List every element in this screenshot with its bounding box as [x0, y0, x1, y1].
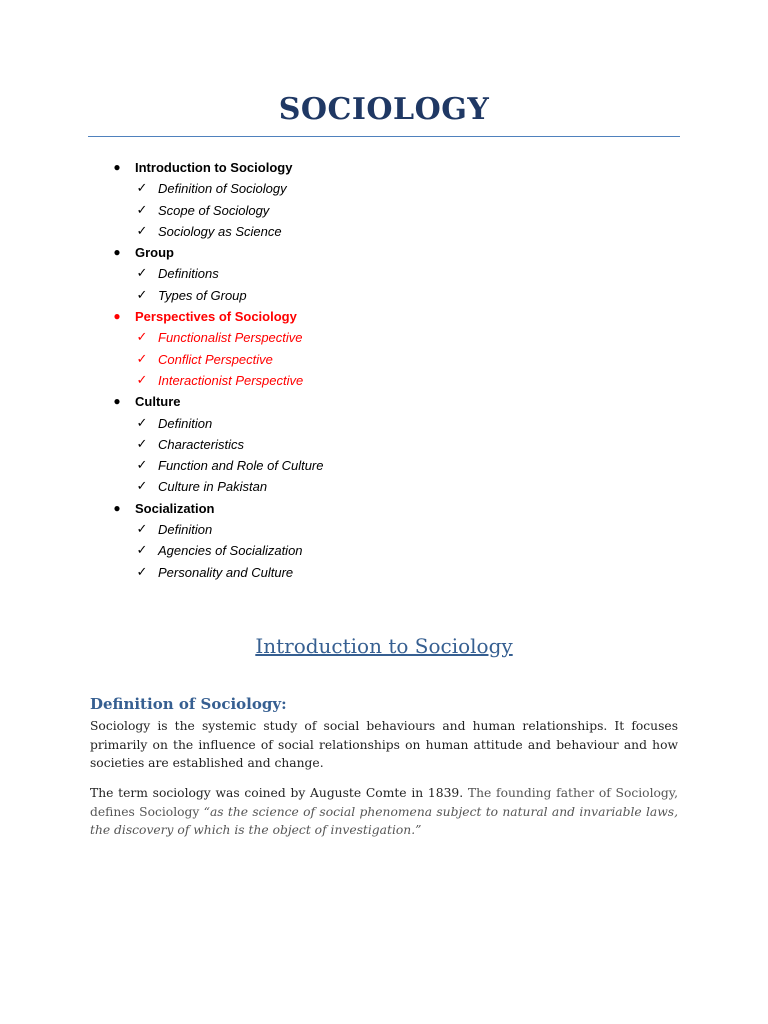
toc-subitem: [0, 413, 768, 434]
paragraph-definition: Sociology is the systemic study of social behaviours and human relationships. It focuses primarily on the influence of social relationships on human attitude and behaviour and how societies are established and change.: [90, 719, 678, 770]
page-title: SOCIOLOGY: [278, 92, 490, 127]
toc-subitem: [0, 200, 768, 221]
toc-subitem: [0, 370, 768, 391]
bullet-icon: ●: [113, 245, 121, 260]
bullet-icon: ●: [113, 160, 121, 174]
toc-subitem-label: Characteristics: [158, 436, 244, 452]
bullet-icon: ●: [113, 394, 121, 409]
toc-item-label: Introduction to Sociology: [135, 160, 293, 175]
table-of-contents: [0, 157, 768, 583]
check-icon: ✓: [136, 371, 148, 387]
toc-item: [0, 498, 768, 519]
toc-item-label: Culture: [135, 394, 181, 410]
check-icon: ✓: [136, 478, 148, 494]
check-icon: ✓: [136, 201, 148, 217]
check-icon: ✓: [136, 521, 148, 537]
toc-subitem-label: Definition of Sociology: [158, 181, 287, 197]
check-icon: ✓: [136, 350, 148, 366]
toc-subitem: [0, 263, 768, 284]
paragraph-comte-text: The term sociology was coined by Auguste Comte in 1839.: [90, 786, 468, 800]
toc-subitem-label: Agencies of Socialization: [158, 543, 303, 559]
toc-subitem: [0, 540, 768, 561]
paragraph-comte-founder: The founding father of Sociology, defines Sociology: [90, 786, 679, 819]
toc-subitem-label: Scope of Sociology: [158, 202, 270, 218]
toc-subitem-label: Functionalist Perspective: [158, 330, 303, 346]
toc-subitem: [0, 221, 768, 242]
toc-subitem: [0, 476, 768, 497]
section-heading: Introduction to Sociology: [255, 634, 513, 658]
toc-subitem-label: Conflict Perspective: [158, 351, 273, 367]
toc-subitem: [0, 455, 768, 476]
check-icon: ✓: [136, 265, 148, 281]
toc-subitem: [0, 562, 768, 583]
check-icon: ✓: [136, 542, 148, 558]
check-icon: ✓: [136, 435, 148, 451]
toc-subitem-label: Interactionist Perspective: [158, 372, 304, 388]
bullet-icon: ●: [113, 309, 121, 324]
check-icon: ✓: [136, 329, 148, 345]
toc-item: [0, 242, 768, 263]
comte-quote: “as the science of social phenomena subject to natural and invariable laws, the discovery of which is the object of investigation.”: [90, 804, 678, 837]
check-icon: ✓: [136, 286, 148, 302]
toc-subitem-label: Types of Group: [158, 287, 247, 303]
toc-subitem-label: Culture in Pakistan: [158, 479, 268, 495]
toc-item-label: Socialization: [135, 500, 215, 516]
paragraph-comte: [90, 784, 678, 840]
toc-item: [0, 157, 768, 178]
check-icon: ✓: [136, 414, 148, 430]
toc-item-label: Group: [135, 245, 174, 261]
bullet-icon: ●: [113, 500, 121, 515]
toc-item: [0, 306, 768, 327]
toc-subitem: [0, 285, 768, 306]
toc-subitem: [0, 519, 768, 540]
toc-subitem: [0, 434, 768, 455]
toc-subitem-label: Personality and Culture: [158, 564, 294, 580]
title-divider: [88, 136, 680, 137]
toc-subitem: [0, 327, 768, 348]
check-icon: ✓: [136, 563, 148, 579]
toc-subitem: [0, 349, 768, 370]
toc-item-label: Perspectives of Sociology: [135, 309, 297, 325]
toc-item: [0, 391, 768, 412]
check-icon: ✓: [136, 222, 148, 238]
check-icon: ✓: [136, 457, 148, 473]
subsection-heading: Definition of Sociology:: [90, 695, 287, 713]
toc-subitem-label: Definition: [158, 522, 213, 538]
toc-subitem-label: Definition: [158, 415, 213, 431]
toc-subitem: [0, 178, 768, 199]
check-icon: ✓: [136, 180, 148, 196]
toc-subitem-label: Function and Role of Culture: [158, 458, 324, 474]
toc-subitem-label: Sociology as Science: [158, 223, 282, 239]
toc-subitem-label: Definitions: [158, 266, 219, 282]
